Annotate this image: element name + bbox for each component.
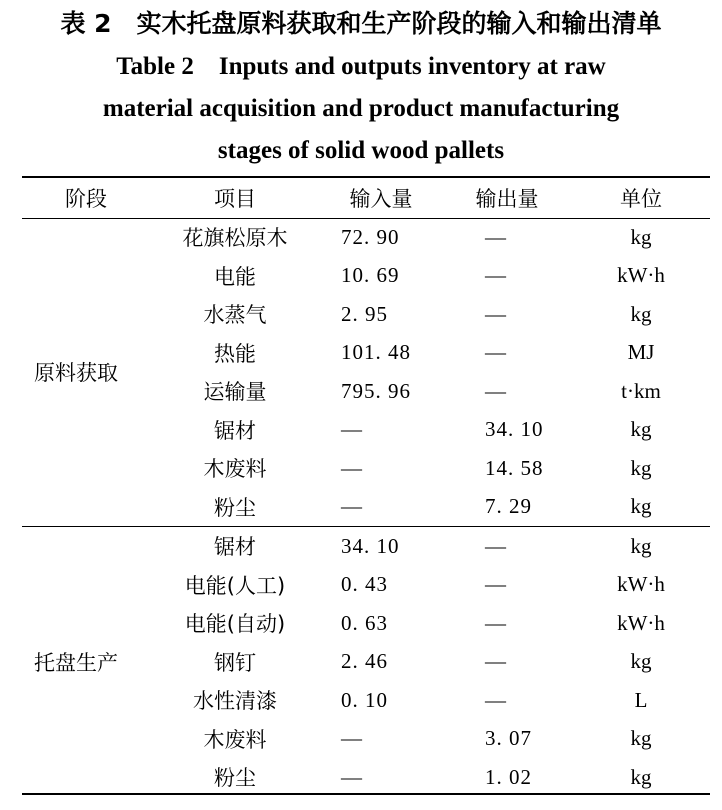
item-cell: 花旗松原木 (182, 226, 288, 251)
header-stage: 阶段 (65, 187, 107, 211)
unit-cell: kW·h (617, 572, 665, 597)
unit-cell: kg (630, 301, 652, 326)
unit-cell: MJ (627, 340, 655, 365)
input-cell: — (341, 455, 363, 480)
input-cell: 0. 63 (341, 610, 388, 635)
unit-cell: kg (572, 527, 710, 566)
item-cell: 粉尘 (214, 495, 256, 520)
input-cell: 0. 10 (341, 687, 388, 712)
input-cell: — (341, 417, 363, 442)
output-cell: — (442, 527, 572, 566)
input-cell: — (341, 764, 363, 789)
header-input: 输入量 (349, 187, 413, 211)
input-cell: 101. 48 (341, 340, 411, 365)
table-caption-chinese: 表 2 实木托盘原料获取和生产阶段的输入和输出清单 (60, 9, 662, 38)
item-cell: 粉尘 (214, 766, 256, 791)
output-cell: — (485, 610, 507, 635)
unit-cell: L (634, 687, 648, 712)
item-cell: 锯材 (214, 418, 256, 443)
input-cell: 72. 90 (341, 224, 400, 249)
unit-cell: kg (630, 726, 652, 751)
header-unit: 单位 (620, 187, 662, 211)
stage-cell: 托盘生产 (22, 527, 150, 797)
header-row (22, 178, 710, 218)
input-cell: 10. 69 (341, 263, 400, 288)
input-cell: 795. 96 (341, 378, 411, 403)
table-row (22, 527, 710, 566)
item-cell: 运输量 (203, 380, 267, 405)
output-cell: — (485, 378, 507, 403)
input-cell: 0. 43 (341, 572, 388, 597)
unit-cell: kg (630, 494, 652, 519)
item-cell: 锯材 (150, 527, 320, 566)
unit-cell: kg (630, 455, 652, 480)
output-cell: 34. 10 (485, 417, 544, 442)
unit-cell: kW·h (617, 263, 665, 288)
table-body (22, 218, 710, 797)
input-cell: 34. 10 (320, 527, 442, 566)
output-cell: — (485, 301, 507, 326)
output-cell: 1. 02 (485, 764, 532, 789)
table-caption-english (0, 46, 722, 172)
output-cell: — (485, 687, 507, 712)
output-cell: — (485, 263, 507, 288)
caption-line-2: material acquisition and product manufacturing (102, 95, 620, 122)
output-cell: 7. 29 (485, 494, 532, 519)
item-cell: 木废料 (203, 457, 267, 482)
input-cell: — (341, 494, 363, 519)
unit-cell: kg (630, 417, 652, 442)
input-cell: 2. 95 (341, 301, 388, 326)
item-cell: 水性清漆 (193, 689, 277, 714)
header-item: 项目 (214, 187, 256, 211)
item-cell: 水蒸气 (203, 303, 267, 328)
caption-line-3: stages of solid wood pallets (217, 137, 505, 164)
unit-cell: kg (630, 764, 652, 789)
item-cell: 热能 (214, 341, 256, 366)
output-cell: 3. 07 (485, 726, 532, 751)
stage-cell: 原料获取 (34, 361, 118, 385)
output-cell: 14. 58 (485, 455, 544, 480)
inventory-table (22, 178, 710, 797)
item-cell: 电能(自动) (184, 612, 286, 637)
input-cell: — (341, 726, 363, 751)
unit-cell: kW·h (617, 610, 665, 635)
unit-cell: t·km (621, 378, 661, 403)
item-cell: 木废料 (203, 727, 267, 752)
item-cell: 电能(人工) (184, 573, 286, 598)
item-cell: 钢钉 (214, 650, 256, 675)
output-cell: — (485, 340, 507, 365)
input-cell: 2. 46 (341, 649, 388, 674)
caption-line-1: Table 2 Inputs and outputs inventory at raw (116, 53, 606, 80)
table-row (22, 218, 710, 257)
unit-cell: kg (630, 224, 652, 249)
output-cell: — (485, 572, 507, 597)
unit-cell: kg (630, 649, 652, 674)
output-cell: — (485, 224, 507, 249)
header-output: 输出量 (475, 187, 539, 211)
item-cell: 电能 (214, 264, 256, 289)
output-cell: — (485, 649, 507, 674)
